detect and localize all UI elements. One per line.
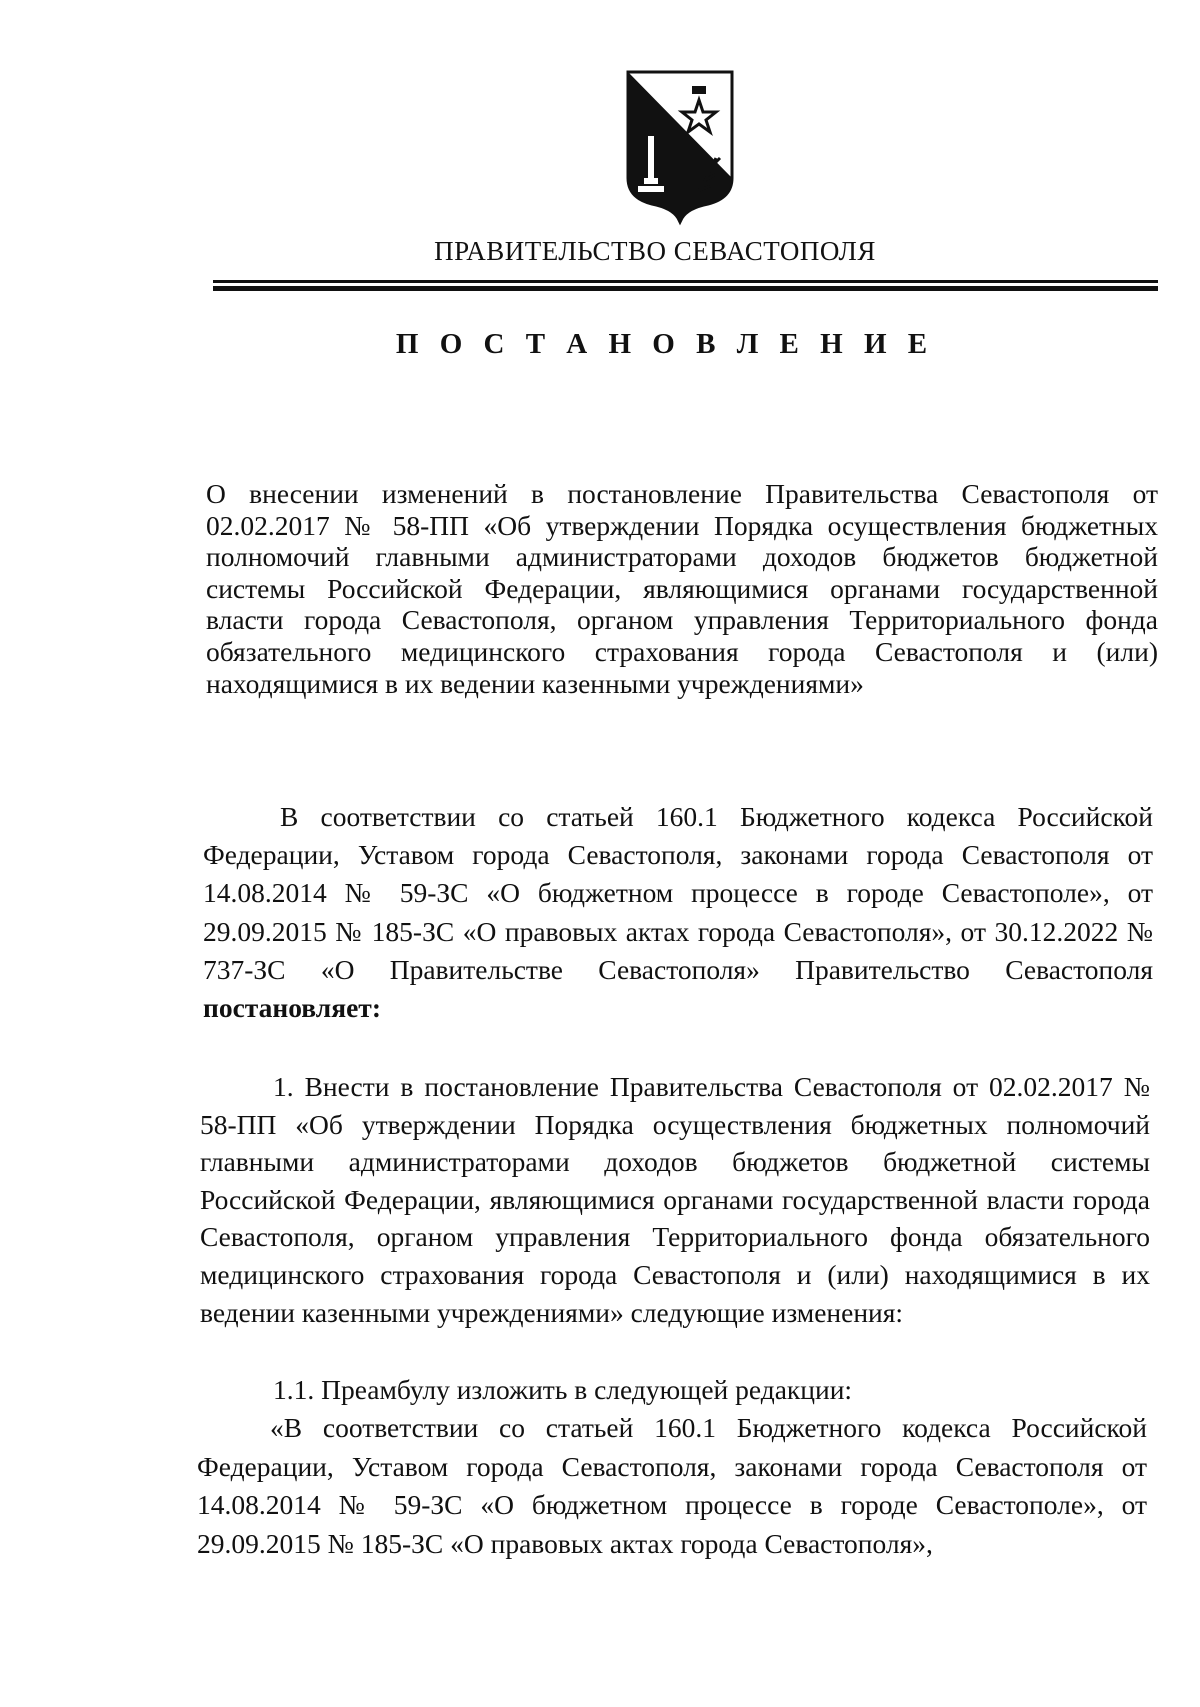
preamble-decision-word: постановляет: [203,992,381,1024]
sevastopol-coat-of-arms-icon [620,66,740,226]
header-divider-thin [213,280,1158,283]
item-1-paragraph: 1. Внести в постановление Правительства Севастополя от 02.02.2017 № 58-ПП «Об утверждении Порядка осуществления бюджетных полномочий главными администраторами доходов бюджетов бюджетной системы Российской Федерации, являющимися органами государственной власти города Севастополя, органом управления Территориального фонда обязательного медицинского страхования города Севастополя и (или) находящимися в их ведении казенными учреждениями» следующие изменения: [200,1071,1150,1328]
document-subject: О внесении изменений в постановление Правительства Севастополя от 02.02.2017 № 58-ПП «Об утверждении Порядка осуществления бюджетных полномочий главными администраторами доходов бюджетов бюджетной системы Российской Федерации, являющимися органами государственной власти города Севастополя, органом управления Территориального фонда обязательного медицинского страхования города Севастополя и (или) находящимися в их ведении казенными учреждениями» [206,478,1158,699]
quoted-preamble-paragraph: «В соответствии со статьей 160.1 Бюджетного кодекса Российской Федерации, Уставом города Севастополя, законами города Севастополя от 14.08.2014 № 59-ЗС «О бюджетном процессе в городе Севастополе», от 29.09.2015 № 185-ЗС «О правовых актах города Севастополя», [197,1412,1147,1559]
preamble-text: В соответствии со статьей 160.1 Бюджетного кодекса Российской Федерации, Уставом города Севастополя, законами города Севастополя от 14.08.2014 № 59-ЗС «О бюджетном процессе в городе Севастополе», от 29.09.2015 № 185-ЗС «О правовых актах города Севастополя», от 30.12.2022 № 737-ЗС «О Правительстве Севастополя» Правительство Севастополя [203,801,1153,985]
government-name: ПРАВИТЕЛЬСТВО СЕВАСТОПОЛЯ [434,236,876,266]
preamble-paragraph [203,798,1153,1027]
header-divider-thick [213,286,1158,291]
document-type-title: П О С Т А Н О В Л Е Н И Е [395,328,935,360]
item-1-1-paragraph: 1.1. Преамбулу изложить в следующей редакции: [273,1374,853,1405]
